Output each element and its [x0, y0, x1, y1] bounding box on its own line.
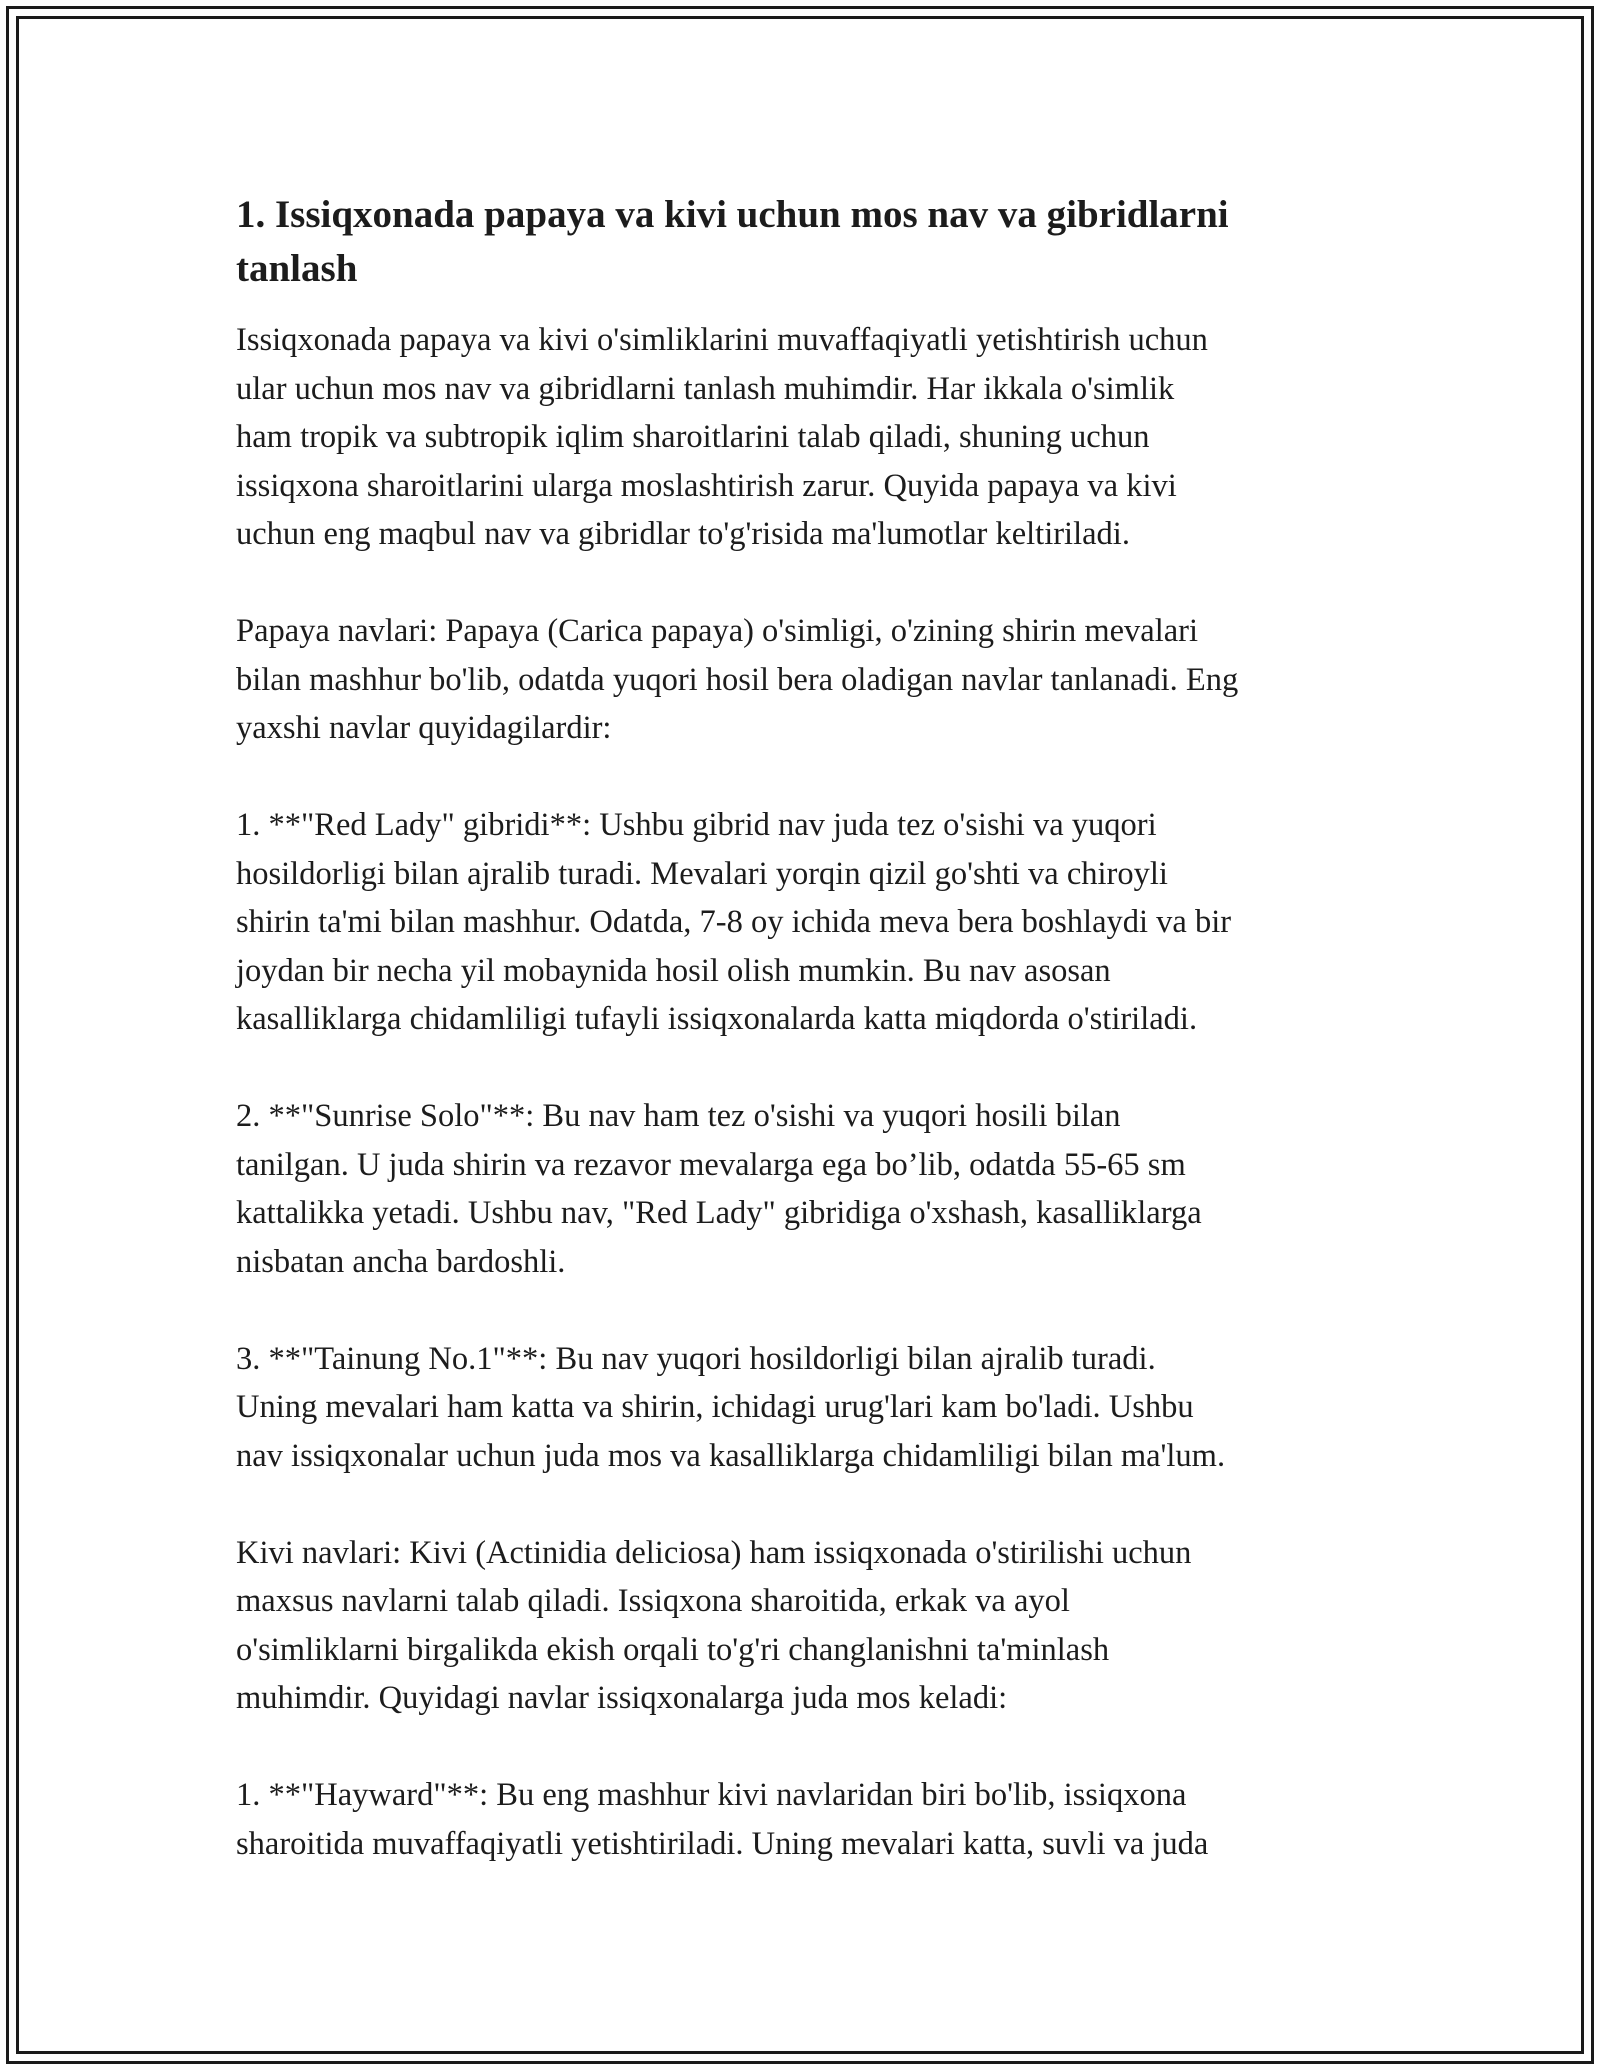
kiwi-varieties-paragraph: [236, 1529, 1376, 1723]
section-heading: [236, 188, 1376, 296]
text-line: ham tropik va subtropik iqlim sharoitlarini talab qiladi, shuning uchun: [236, 419, 1150, 455]
sunrise-solo-paragraph: [236, 1092, 1376, 1286]
document-body: [236, 188, 1376, 1917]
heading-line: tanlash: [236, 247, 358, 290]
text-line: 1. **"Red Lady" gibridi**: Ushbu gibrid nav juda tez o'sishi va yuqori: [236, 807, 1157, 843]
text-line: Issiqxonada papaya va kivi o'simliklarini muvaffaqiyatli yetishtirish uchun: [236, 322, 1208, 358]
heading-line: 1. Issiqxonada papaya va kivi uchun mos nav va gibridlarni: [236, 193, 1229, 236]
text-line: bilan mashhur bo'lib, odatda yuqori hosil bera oladigan navlar tanlanadi. Eng: [236, 661, 1239, 698]
text-line: ular uchun mos nav va gibridlarni tanlash muhimdir. Har ikkala o'simlik: [236, 370, 1175, 407]
text-line: sharoitida muvaffaqiyatli yetishtiriladi. Uning mevalari katta, suvli va juda: [236, 1825, 1209, 1862]
text-line: muhimdir. Quyidagi navlar issiqxonalarga juda mos keladi:: [236, 1680, 1008, 1716]
text-line: nisbatan ancha bardoshli.: [236, 1243, 566, 1280]
text-line: 1. **"Hayward"**: Bu eng mashhur kivi navlaridan biri bo'lib, issiqxona: [236, 1777, 1187, 1813]
text-line: 2. **"Sunrise Solo"**: Bu nav ham tez o'sishi va yuqori hosili bilan: [236, 1098, 1121, 1134]
hayward-paragraph: [236, 1771, 1376, 1868]
text-line: 3. **"Tainung No.1"**: Bu nav yuqori hosildorligi bilan ajralib turadi.: [236, 1340, 1156, 1377]
text-line: yaxshi navlar quyidagilardir:: [236, 710, 612, 746]
text-line: Uning mevalari ham katta va shirin, ichidagi urug'lari kam bo'ladi. Ushbu: [236, 1389, 1194, 1425]
text-line: maxsus navlarni talab qiladi. Issiqxona sharoitida, erkak va ayol: [236, 1583, 1070, 1619]
text-line: nav issiqxonalar uchun juda mos va kasalliklarga chidamliligi bilan ma'lum.: [236, 1437, 1226, 1474]
text-line: hosildorligi bilan ajralib turadi. Mevalari yorqin qizil go'shti va chiroyli: [236, 855, 1168, 892]
text-line: tanilgan. U juda shirin va rezavor mevalarga ega bo’lib, odatda 55-65 sm: [236, 1146, 1186, 1183]
text-line: Papaya navlari: Papaya (Carica papaya) o'simligi, o'zining shirin mevalari: [236, 613, 1199, 649]
text-line: kattalikka yetadi. Ushbu nav, "Red Lady" gibridiga o'xshash, kasalliklarga: [236, 1195, 1202, 1231]
tainung-paragraph: [236, 1335, 1376, 1481]
text-line: o'simliklarni birgalikda ekish orqali to'g'ri changlanishni ta'minlash: [236, 1631, 1110, 1668]
text-line: kasalliklarga chidamliligi tufayli issiqxonalarda katta miqdorda o'stiriladi.: [236, 1001, 1198, 1037]
intro-paragraph: [236, 316, 1376, 559]
red-lady-paragraph: [236, 801, 1376, 1044]
text-line: uchun eng maqbul nav va gibridlar to'g'risida ma'lumotlar keltiriladi.: [236, 516, 1130, 552]
text-line: joydan bir necha yil mobaynida hosil olish mumkin. Bu nav asosan: [236, 952, 1111, 989]
text-line: shirin ta'mi bilan mashhur. Odatda, 7-8 oy ichida meva bera boshlaydi va bir: [236, 904, 1232, 940]
text-line: Kivi navlari: Kivi (Actinidia deliciosa) ham issiqxonada o'stirilishi uchun: [236, 1534, 1192, 1571]
papaya-varieties-paragraph: [236, 607, 1376, 753]
text-line: issiqxona sharoitlarini ularga moslashtirish zarur. Quyida papaya va kivi: [236, 467, 1177, 504]
